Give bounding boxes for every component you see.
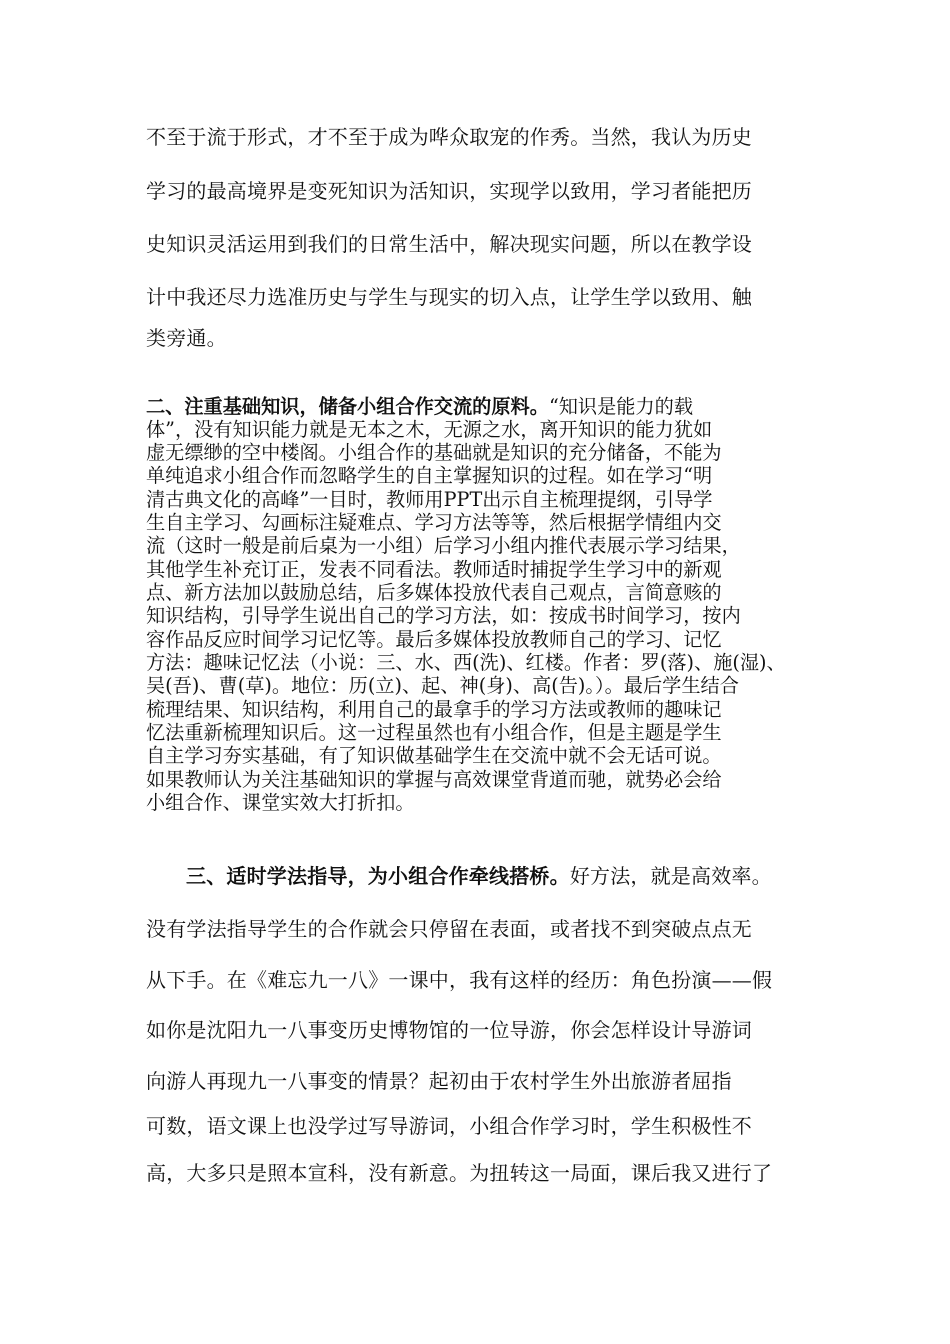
paragraph-line: 单纯追求小组合作而忽略学生的自主掌握知识的过程。如在学习“明 <box>146 464 713 487</box>
paragraph-line: 史知识灵活运用到我们的日常生活中，解决现实问题，所以在教学设 <box>146 232 752 256</box>
paragraph-line: 不至于流于形式，才不至于成为哗众取宠的作秀。当然，我认为历史 <box>146 125 752 149</box>
paragraph-line: 类旁通。 <box>146 326 227 350</box>
paragraph-line: 如你是沈阳九一八事变历史博物馆的一位导游，你会怎样设计导游词 <box>146 1018 752 1042</box>
heading-continuation: 好方法，就是高效率。 <box>569 864 772 888</box>
paragraph-line: 从下手。在《难忘九一八》一课中，我有这样的经历：角色扮演——假 <box>146 968 773 992</box>
paragraph-line: 向游人再现九一八事变的情景？起初由于农村学生外出旅游者屈指 <box>146 1069 732 1093</box>
paragraph-line: 虚无缥缈的空中楼阁。小组合作的基础就是知识的充分储备，不能为 <box>146 441 722 464</box>
paragraph-line <box>186 862 816 890</box>
paragraph-line: 容作品反应时间学习记忆等。最后多媒体投放教师自己的学习、记忆 <box>146 628 722 651</box>
paragraph-line: 生自主学习、勾画标注疑难点、学习方法等等，然后根据学情组内交 <box>146 511 722 534</box>
paragraph-line: 方法：趣味记忆法（小说：三、水、西(洗)、红楼。作者：罗(落)、施(湿)、 <box>146 651 786 674</box>
paragraph-line: 可数，语文课上也没学过写导游词，小组合作学习时，学生积极性不 <box>146 1114 752 1138</box>
heading-continuation: “知识是能力的载 <box>548 395 694 418</box>
paragraph-line: 学习的最高境界是变死知识为活知识，实现学以致用，学习者能把历 <box>146 179 752 203</box>
paragraph-line: 如果教师认为关注基础知识的掌握与高效课堂背道而驰，就势必会给 <box>146 768 722 791</box>
paragraph-line: 体”，没有知识能力就是无本之木，无源之水，离开知识的能力犹如 <box>146 418 713 441</box>
paragraph-line: 其他学生补充订正，发表不同看法。教师适时捕捉学生学习中的新观 <box>146 558 722 581</box>
paragraph-line: 吴(吾)、曹(草)。地位：历(立)、起、神(身)、高(告)。）。最后学生结合 <box>146 674 739 697</box>
paragraph-line: 计中我还尽力选准历史与学生与现实的切入点，让学生学以致用、触 <box>146 285 752 309</box>
paragraph-line: 自主学习夯实基础，有了知识做基础学生在交流中就不会无话可说。 <box>146 744 722 767</box>
paragraph-line: 高，大多只是照本宣科，没有新意。为扭转这一局面，课后我又进行了 <box>146 1161 773 1185</box>
paragraph-line: 点、新方法加以鼓励总结，后多媒体投放代表自己观点，言简意赅的 <box>146 581 722 604</box>
paragraph-line: 没有学法指导学生的合作就会只停留在表面，或者找不到突破点点无 <box>146 917 752 941</box>
paragraph-line: 清古典文化的高峰”一目时，教师用PPT出示自主梳理提纲，引导学 <box>146 488 713 511</box>
paragraph-line: 梳理结果、知识结构，利用自己的最拿手的学习方法或教师的趣味记 <box>146 698 722 721</box>
paragraph-line: 小组合作、课堂实效大打折扣。 <box>146 791 415 814</box>
section-heading: 三、适时学法指导，为小组合作牵线搭桥。 <box>186 864 570 888</box>
paragraph-line <box>146 395 818 418</box>
paragraph-line: 忆法重新梳理知识后。这一过程虽然也有小组合作，但是主题是学生 <box>146 721 722 744</box>
paragraph-line: 流（这时一般是前后桌为一小组）后学习小组内推代表展示学习结果， <box>146 534 741 557</box>
paragraph-line: 知识结构，引导学生说出自己的学习方法，如：按成书时间学习，按内 <box>146 604 741 627</box>
section-heading: 二、注重基础知识，储备小组合作交流的原料。 <box>146 395 549 418</box>
